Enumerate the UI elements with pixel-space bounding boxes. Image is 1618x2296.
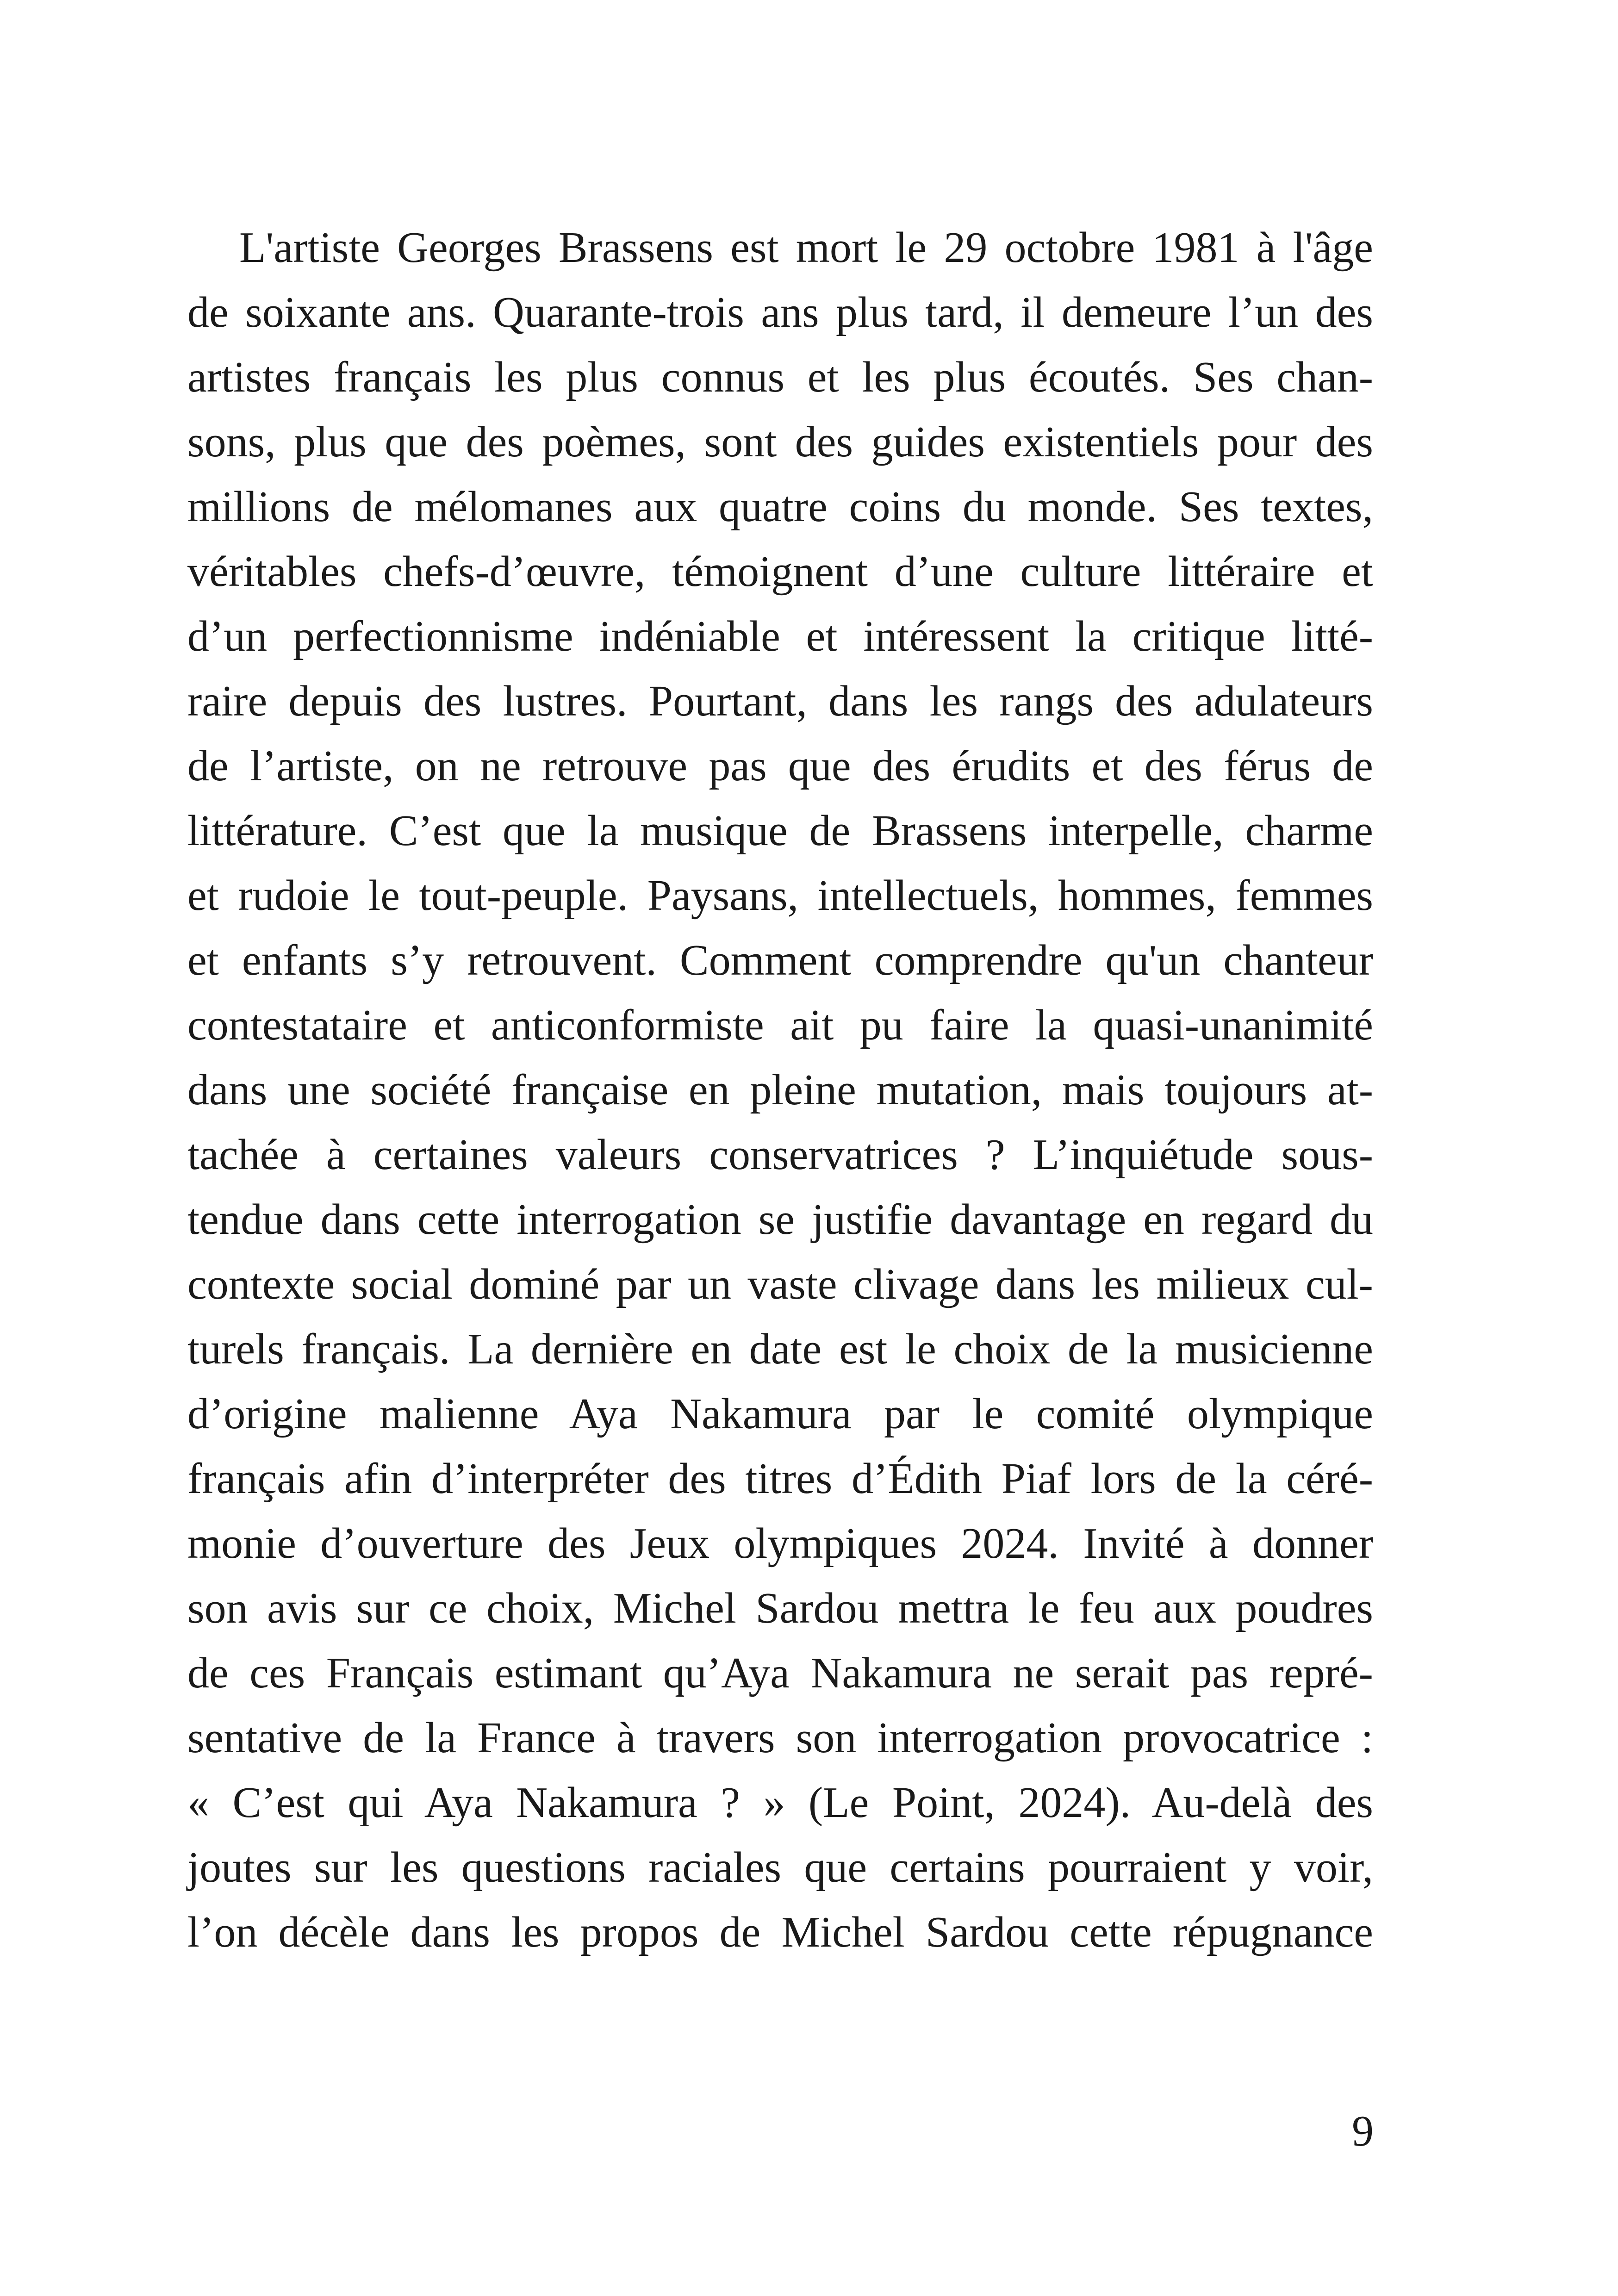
paragraph-line: tachée à certaines valeurs conservatrices ? L’inquiétude sous- [187,1131,1373,1179]
page-number: 9 [1352,2107,1374,2155]
paragraph-line: sons, plus que des poèmes, sont des guides existentiels pour des [187,418,1373,466]
paragraph-line: L'artiste Georges Brassens est mort le 29 octobre 1981 à l'âge [239,224,1373,272]
paragraph-line: de l’artiste, on ne retrouve pas que des érudits et des férus de [187,742,1373,790]
paragraph-line: d’un perfectionnisme indéniable et intéressent la critique litté- [187,612,1373,660]
paragraph-line: de soixante ans. Quarante-trois ans plus tard, il demeure l’un des [187,288,1373,336]
paragraph-line: véritables chefs-d’œuvre, témoignent d’une culture littéraire et [187,548,1373,596]
body-paragraph [187,215,1373,1965]
paragraph-line: sentative de la France à travers son interrogation provocatrice : [187,1714,1373,1762]
paragraph-line: raire depuis des lustres. Pourtant, dans les rangs des adulateurs [187,677,1373,725]
paragraph-line: joutes sur les questions raciales que certains pourraient y voir, [187,1843,1373,1892]
paragraph-line: monie d’ouverture des Jeux olympiques 2024. Invité à donner [187,1519,1373,1568]
paragraph-line: artistes français les plus connus et les plus écoutés. Ses chan- [187,353,1373,401]
paragraph-line: turels français. La dernière en date est le choix de la musicienne [187,1325,1373,1373]
paragraph-line: contestataire et anticonformiste ait pu faire la quasi-unanimité [187,1001,1373,1049]
paragraph-line: de ces Français estimant qu’Aya Nakamura ne serait pas repré- [187,1649,1373,1697]
paragraph-line: contexte social dominé par un vaste clivage dans les milieux cul- [187,1260,1373,1308]
paragraph-line: dans une société française en pleine mutation, mais toujours at- [187,1066,1373,1114]
paragraph-line: « C’est qui Aya Nakamura ? » (Le Point, 2024). Au-delà des [187,1779,1373,1827]
paragraph-line: et enfants s’y retrouvent. Comment comprendre qu'un chanteur [187,936,1373,984]
paragraph-line: l’on décèle dans les propos de Michel Sardou cette répugnance [187,1908,1373,1956]
paragraph-line: d’origine malienne Aya Nakamura par le comité olympique [187,1390,1373,1438]
paragraph-line: littérature. C’est que la musique de Brassens interpelle, charme [187,807,1373,855]
paragraph-line: tendue dans cette interrogation se justifie davantage en regard du [187,1195,1373,1244]
paragraph-line: millions de mélomanes aux quatre coins du monde. Ses textes, [187,483,1373,531]
paragraph-line: son avis sur ce choix, Michel Sardou mettra le feu aux poudres [187,1584,1373,1632]
paragraph-line: et rudoie le tout-peuple. Paysans, intellectuels, hommes, femmes [187,871,1373,920]
paragraph-line: français afin d’interpréter des titres d’Édith Piaf lors de la céré- [187,1455,1373,1503]
